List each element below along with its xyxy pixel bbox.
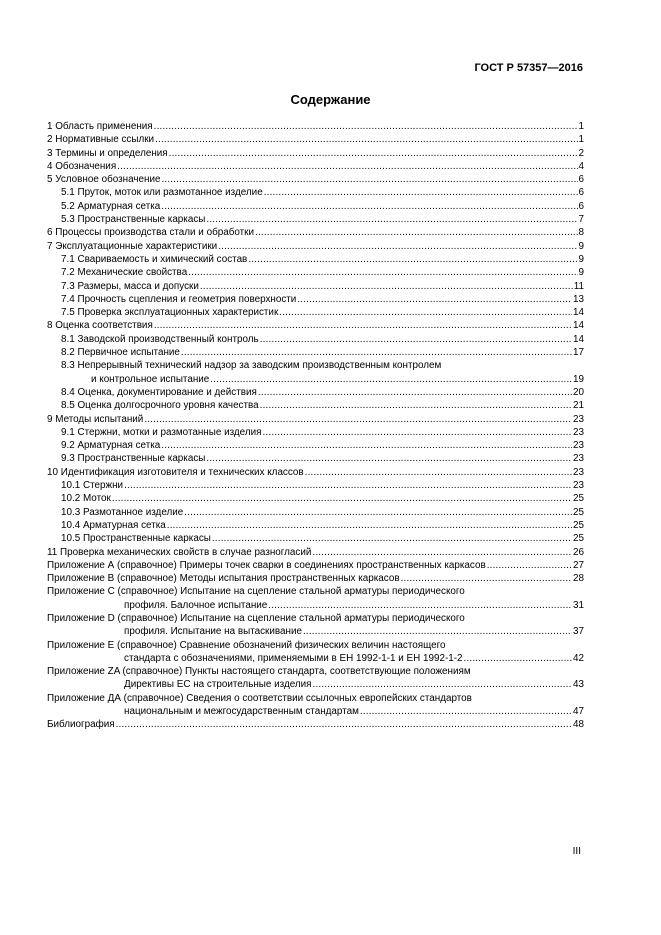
dot-leader: [181, 346, 572, 359]
toc-entry-title: 9.3 Пространственные каркасы: [61, 453, 206, 465]
toc-entry-title: 7.5 Проверка эксплуатационных характеристик: [61, 307, 279, 319]
toc-entry-page: 31: [573, 599, 584, 611]
toc-entry[interactable]: [47, 585, 584, 612]
toc-entry-page: 6: [578, 187, 584, 199]
dot-leader: [200, 280, 573, 293]
dot-leader: [264, 186, 578, 199]
toc-entry-page: 4: [578, 160, 584, 172]
toc-entry-title: 8.4 Оценка, документирование и действия: [61, 386, 257, 398]
toc-entry-title: 8.3 Непрерывный технический надзор за заводским производственным контролем: [61, 360, 442, 372]
dot-leader: [212, 532, 572, 545]
toc-entry-title: 9.1 Стержни, мотки и размотанные изделия: [61, 426, 262, 438]
toc-entry-page: 17: [573, 347, 584, 359]
toc-entry-title: 10.5 Пространственные каркасы: [61, 533, 211, 545]
toc-entry-page: 23: [573, 480, 584, 492]
toc-entry-title-continued: стандарта с обозначениями, применяемыми в ЕН 1992-1-1 и ЕН 1992-1-2: [124, 652, 463, 664]
toc-entry-title: 7 Эксплуатационные характеристики: [47, 240, 218, 252]
toc-entry-title: 9.2 Арматурная сетка: [61, 440, 161, 452]
toc-entry-page: 25: [573, 519, 584, 531]
toc-entry-page: 47: [573, 706, 584, 718]
toc-entry-page: 23: [573, 440, 584, 452]
toc-entry-title: Приложение В (справочное) Методы испытания пространственных каркасов: [47, 573, 400, 585]
toc-entry-title: 4 Обозначения: [47, 160, 117, 172]
toc-entry-title: 7.2 Механические свойства: [61, 267, 188, 279]
toc-entry-title: 10.2 Моток: [61, 493, 111, 505]
toc-entry[interactable]: [47, 692, 584, 719]
toc-entry[interactable]: [47, 226, 584, 239]
toc-entry-title-continued: Директивы ЕС на строительные изделия: [124, 679, 312, 691]
toc-entry-page: 8: [578, 227, 584, 239]
toc-entry-title: 5.1 Пруток, моток или размотанное изделие: [61, 187, 263, 199]
dot-leader: [167, 519, 572, 532]
toc-entry-page: 20: [573, 386, 584, 398]
toc-entry[interactable]: [47, 133, 584, 146]
dot-leader: [112, 492, 572, 505]
toc-entry-page: 23: [573, 426, 584, 438]
toc-entry-title-continued: и контрольное испытание: [91, 373, 210, 385]
page-number: III: [572, 846, 581, 857]
toc-entry-title: Библиография: [47, 719, 115, 731]
toc-entry-title: 2 Нормативные ссылки: [47, 134, 155, 146]
toc-entry[interactable]: [47, 173, 584, 186]
toc-entry-title: Приложение А (справочное) Примеры точек сварки в соединениях пространственных каркасов: [47, 559, 486, 571]
dot-leader: [161, 200, 577, 213]
toc-entry-title: 5 Условное обозначение: [47, 174, 161, 186]
dot-leader: [260, 399, 572, 412]
toc-entry-title: 8.1 Заводской производственный контроль: [61, 333, 259, 345]
dot-leader: [188, 266, 577, 279]
toc-entry-title: 9 Методы испытаний: [47, 413, 144, 425]
dot-leader: [116, 718, 572, 731]
toc-entry-page: 6: [578, 174, 584, 186]
table-of-contents: [47, 120, 584, 732]
toc-entry[interactable]: [47, 426, 584, 439]
toc-entry-title-continued: национальным и межгосударственным стандартам: [124, 706, 359, 718]
toc-entry-title: Приложение ДА (справочное) Сведения о соответствии ссылочных европейских стандартов: [47, 692, 472, 704]
toc-entry[interactable]: [47, 240, 584, 253]
toc-entry-page: 6: [578, 200, 584, 212]
toc-entry[interactable]: [47, 559, 584, 572]
dot-leader: [218, 240, 577, 253]
toc-entry-title: 3 Термины и определения: [47, 147, 168, 159]
toc-entry[interactable]: [47, 160, 584, 173]
toc-entry-page: 23: [573, 453, 584, 465]
toc-entry-page: 28: [573, 573, 584, 585]
toc-entry[interactable]: [47, 506, 584, 519]
dot-leader: [464, 652, 572, 665]
dot-leader: [161, 173, 577, 186]
toc-entry[interactable]: [47, 466, 584, 479]
dot-leader: [305, 466, 572, 479]
toc-entry-title: 8.5 Оценка долгосрочного уровня качества: [61, 400, 259, 412]
dot-leader: [260, 333, 572, 346]
dot-leader: [144, 413, 572, 426]
toc-entry[interactable]: [47, 186, 584, 199]
dot-leader: [161, 439, 572, 452]
toc-entry-page: 25: [573, 493, 584, 505]
toc-entry-page: 14: [573, 333, 584, 345]
toc-entry-page: 23: [573, 413, 584, 425]
toc-entry-page: 1: [578, 134, 584, 146]
toc-entry[interactable]: [47, 718, 584, 731]
toc-entry-page: 23: [573, 466, 584, 478]
dot-leader: [487, 559, 572, 572]
toc-entry-title: 7.3 Размеры, масса и допуски: [61, 280, 199, 292]
toc-entry-title: 10.1 Стержни: [61, 480, 124, 492]
document-standard-number: ГОСТ Р 57357—2016: [474, 62, 583, 74]
toc-entry-page: 26: [573, 546, 584, 558]
toc-entry-title: Приложение Е (справочное) Сравнение обозначений физических величин настоящего: [47, 639, 446, 651]
toc-entry-page: 11: [573, 280, 584, 292]
toc-entry[interactable]: [47, 386, 584, 399]
toc-entry-title: 8.2 Первичное испытание: [61, 347, 180, 359]
toc-entry[interactable]: [47, 359, 584, 386]
toc-entry[interactable]: [47, 452, 584, 465]
toc-entry[interactable]: [47, 479, 584, 492]
toc-entry-title: 7.1 Свариваемость и химический состав: [61, 253, 248, 265]
dot-leader: [262, 426, 572, 439]
dot-leader: [206, 452, 572, 465]
toc-entry[interactable]: [47, 333, 584, 346]
dot-leader: [401, 572, 572, 585]
toc-entry[interactable]: [47, 120, 584, 133]
toc-entry[interactable]: [47, 572, 584, 585]
toc-entry[interactable]: [47, 639, 584, 666]
toc-entry[interactable]: [47, 399, 584, 412]
toc-entry-title: 6 Процессы производства стали и обработки: [47, 227, 254, 239]
toc-entry-page: 43: [573, 679, 584, 691]
toc-entry-page: 13: [573, 293, 584, 305]
toc-entry-title: 10.4 Арматурная сетка: [61, 519, 166, 531]
toc-entry-page: 9: [578, 240, 584, 252]
toc-entry-page: 25: [573, 506, 584, 518]
toc-entry[interactable]: [47, 413, 584, 426]
dot-leader: [312, 546, 572, 559]
dot-leader: [154, 319, 572, 332]
toc-entry-title: Приложение ZA (справочное) Пункты настоящего стандарта, соответствующие положениям: [47, 666, 471, 678]
toc-entry-title: 11 Проверка механических свойств в случае разногласий: [47, 546, 312, 558]
dot-leader: [279, 306, 572, 319]
toc-entry-title: 7.4 Прочность сцепления и геометрия поверхности: [61, 293, 297, 305]
toc-entry-page: 19: [573, 373, 584, 385]
toc-entry[interactable]: [47, 439, 584, 452]
dot-leader: [360, 705, 572, 718]
toc-entry[interactable]: [47, 546, 584, 559]
toc-entry[interactable]: [47, 306, 584, 319]
toc-entry-page: 9: [578, 253, 584, 265]
toc-entry-title-continued: профиля. Испытание на вытаскивание: [124, 626, 302, 638]
toc-entry[interactable]: [47, 266, 584, 279]
toc-entry[interactable]: [47, 280, 584, 293]
dot-leader: [297, 293, 572, 306]
toc-entry-page: 27: [573, 559, 584, 571]
toc-entry-title: 10.3 Размотанное изделие: [61, 506, 184, 518]
toc-entry[interactable]: [47, 612, 584, 639]
toc-entry-page: 7: [578, 214, 584, 226]
toc-entry[interactable]: [47, 532, 584, 545]
dot-leader: [255, 226, 578, 239]
toc-entry-page: 9: [578, 267, 584, 279]
toc-entry-page: 25: [573, 533, 584, 545]
toc-entry-title: 1 Область применения: [47, 121, 153, 132]
toc-entry-title-continued: профиля. Балочное испытание: [124, 599, 268, 611]
dot-leader: [303, 625, 572, 638]
toc-entry[interactable]: [47, 253, 584, 266]
toc-entry[interactable]: [47, 665, 584, 692]
dot-leader: [124, 479, 572, 492]
toc-entry-title: 5.3 Пространственные каркасы: [61, 214, 206, 226]
toc-entry-title: 5.2 Арматурная сетка: [61, 200, 161, 212]
toc-entry-page: 2: [578, 147, 584, 159]
toc-entry[interactable]: [47, 293, 584, 306]
toc-entry-title: 10 Идентификация изготовителя и технических классов: [47, 466, 304, 478]
toc-entry-title: 8 Оценка соответствия: [47, 320, 153, 332]
toc-entry[interactable]: [47, 213, 584, 226]
toc-entry-page: 21: [573, 400, 584, 412]
dot-leader: [154, 120, 578, 133]
toc-entry-page: 14: [573, 307, 584, 319]
toc-entry-page: 48: [573, 719, 584, 731]
dot-leader: [206, 213, 577, 226]
dot-leader: [117, 160, 577, 173]
dot-leader: [210, 373, 572, 386]
toc-entry[interactable]: [47, 319, 584, 332]
toc-entry[interactable]: [47, 346, 584, 359]
toc-entry[interactable]: [47, 519, 584, 532]
dot-leader: [169, 147, 578, 160]
dot-leader: [248, 253, 577, 266]
toc-entry-page: 1: [578, 121, 584, 132]
toc-entry-page: 37: [573, 626, 584, 638]
dot-leader: [268, 599, 572, 612]
toc-entry-title: Приложение С (справочное) Испытание на сцепление стальной арматуры периодического: [47, 586, 465, 598]
dot-leader: [313, 678, 573, 691]
toc-entry[interactable]: [47, 492, 584, 505]
toc-entry-title: Приложение D (справочное) Испытание на сцепление стальной арматуры периодического: [47, 612, 465, 624]
dot-leader: [155, 133, 577, 146]
toc-entry-page: 42: [573, 652, 584, 664]
toc-entry[interactable]: [47, 200, 584, 213]
toc-entry[interactable]: [47, 147, 584, 160]
page-title: Содержание: [290, 92, 371, 107]
dot-leader: [184, 506, 572, 519]
dot-leader: [258, 386, 572, 399]
toc-entry-page: 14: [573, 320, 584, 332]
